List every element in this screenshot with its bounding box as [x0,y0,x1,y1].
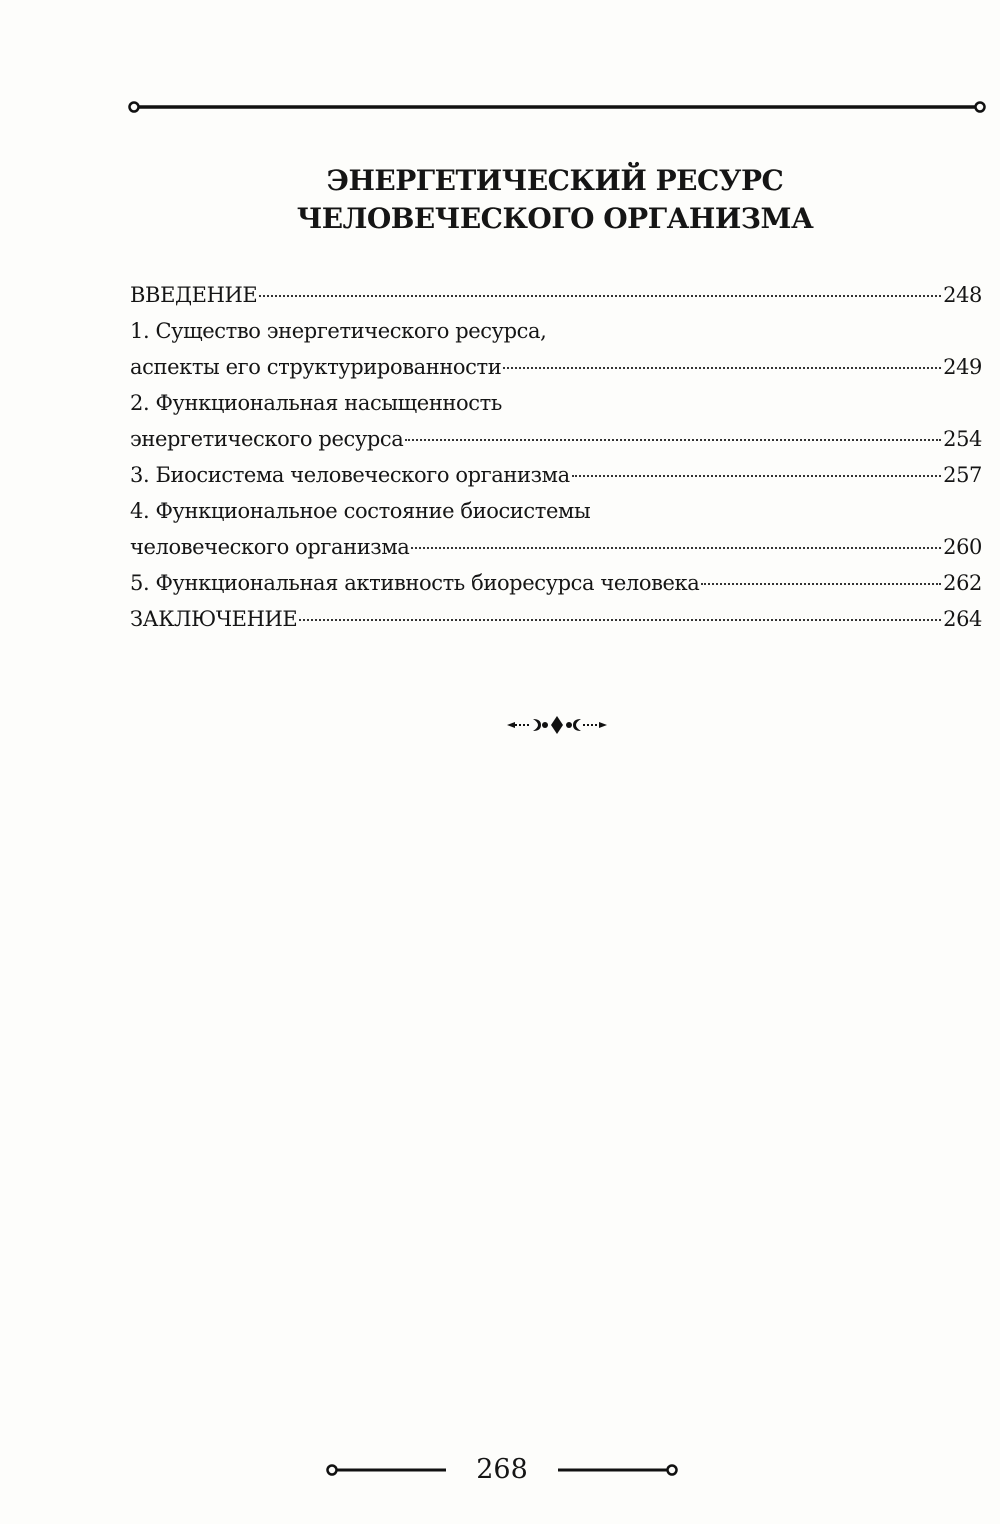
toc-entry-title: ЗАКЛЮЧЕНИЕ [130,607,298,631]
dot-leader [299,619,941,621]
footer-rule-left [326,1462,446,1478]
toc-entry-title: 5. Функциональная активность биоресурса человека [130,571,700,595]
toc-entry-title: 2. Функциональная насыщенность [130,391,502,415]
toc-page-number: 257 [943,463,982,487]
toc-entry-chapter-3[interactable] [130,457,982,493]
toc-page-number: 248 [943,283,982,307]
toc-entry-title-continued: человеческого организма [130,535,410,559]
page-number: 268 [476,1454,528,1485]
section-title-line-2: ЧЕЛОВЕЧЕСКОГО ОРГАНИЗМА [296,202,814,235]
section-title [130,162,980,238]
dot-leader [405,439,941,441]
dot-leader [411,547,941,549]
toc-entry-chapter-4[interactable] [130,493,982,565]
toc-entry-title: 3. Биосистема человеческого организма [130,463,570,487]
fleuron-ornament-icon [505,714,609,736]
dot-leader [503,367,941,369]
section-title-line-1: ЭНЕРГЕТИЧЕСКИЙ РЕСУРС [326,164,784,197]
table-of-contents [130,277,982,637]
toc-entry-chapter-1[interactable] [130,313,982,385]
toc-entry-introduction[interactable] [130,277,982,313]
footer-rule-right [558,1462,678,1478]
page-footer [326,1448,678,1492]
dot-leader [701,583,941,585]
toc-page-number: 249 [943,355,982,379]
toc-entry-title-continued: аспекты его структурированности [130,355,502,379]
toc-entry-chapter-5[interactable] [130,565,982,601]
toc-entry-title: ВВЕДЕНИЕ [130,283,258,307]
toc-entry-title: 4. Функциональное состояние биосистемы [130,499,591,523]
toc-entry-title-continued: энергетического ресурса [130,427,404,451]
toc-page-number: 262 [943,571,982,595]
toc-entry-conclusion[interactable] [130,601,982,637]
dot-leader [259,295,941,297]
toc-page-number: 264 [943,607,982,631]
toc-entry-chapter-2[interactable] [130,385,982,457]
top-decorative-rule [128,98,986,116]
toc-page-number: 260 [943,535,982,559]
toc-entry-title: 1. Существо энергетического ресурса, [130,319,547,343]
toc-page-number: 254 [943,427,982,451]
dot-leader [572,475,941,477]
